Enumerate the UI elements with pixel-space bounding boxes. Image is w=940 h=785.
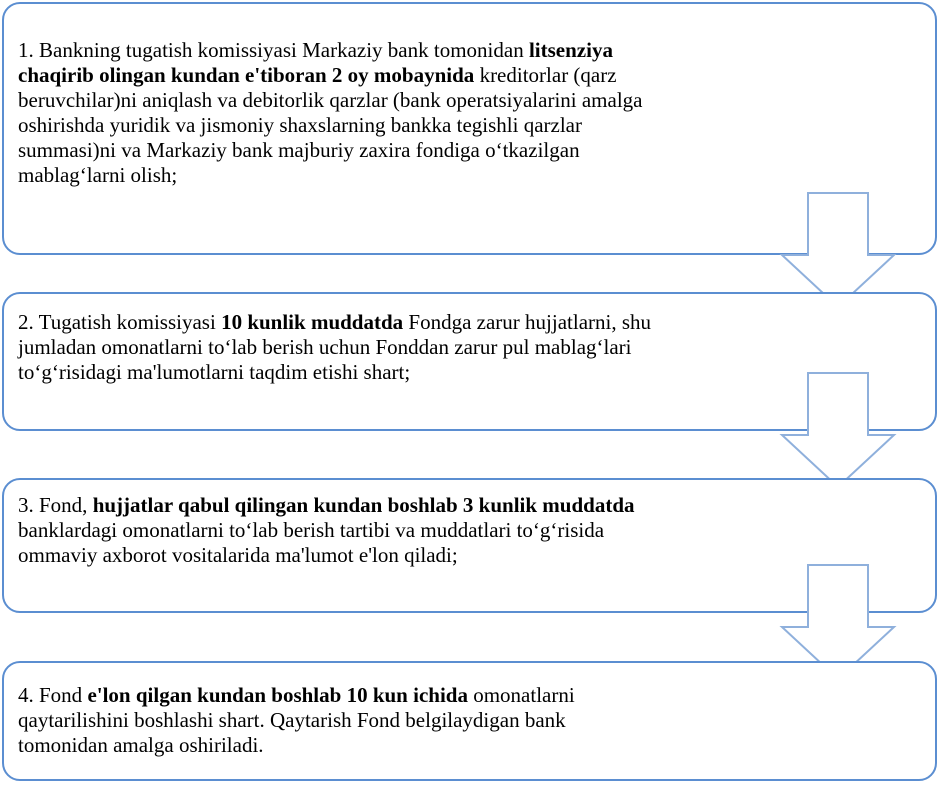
- step-text-run: Fondga zarur hujjatlarni, shu jumladan omonatlarni to‘lab berish uchun Fonddan zarur pul mablag‘lari to‘g‘risidagi ma'lumotlarni taqdim etishi shart;: [18, 310, 652, 384]
- step-3-text: [18, 480, 683, 568]
- step-text-bold: 10 kunlik muddatda: [221, 310, 404, 334]
- step-text-run: 3. Fond,: [18, 493, 93, 517]
- step-4-text: [18, 663, 638, 758]
- down-arrow-icon: [780, 372, 880, 488]
- step-text-run: 4. Fond: [18, 683, 88, 707]
- step-text-run: kreditorlar (qarz beruvchilar)ni aniqlash va debitorlik qarzlar (bank operatsiyalarini amalga oshirishda yuridik va jismoniy shaxslarning bankka tegishli qarzlar summasi)ni va Markaziy bank majburiy zaxira fondiga o‘tkazilgan mablag‘larni olish;: [18, 63, 643, 187]
- step-text-run: banklardagi omonatlarni to‘lab berish tartibi va muddatlari to‘g‘risida ommaviy axborot vositalarida ma'lumot e'lon qiladi;: [18, 518, 605, 567]
- step-1-text: [18, 4, 648, 188]
- step-text-run: 1. Bankning tugatish komissiyasi Markaziy bank tomonidan: [18, 38, 529, 62]
- step-2-text: [18, 294, 708, 385]
- step-4-box: [2, 661, 937, 781]
- step-text-bold: litsenziya chaqirib olingan kundan e'tiboran 2 oy mobaynida: [18, 38, 613, 87]
- step-text-bold: e'lon qilgan kundan boshlab 10 kun ichida: [87, 683, 468, 707]
- down-arrow-icon: [780, 192, 880, 308]
- step-text-bold: hujjatlar qabul qilingan kundan boshlab 3 kunlik muddatda: [92, 493, 635, 517]
- step-text-run: omonatlarni qaytarilishini boshlashi shart. Qaytarish Fond belgilaydigan bank tomonidan amalga oshiriladi.: [18, 683, 575, 757]
- step-text-run: 2. Tugatish komissiyasi: [18, 310, 222, 334]
